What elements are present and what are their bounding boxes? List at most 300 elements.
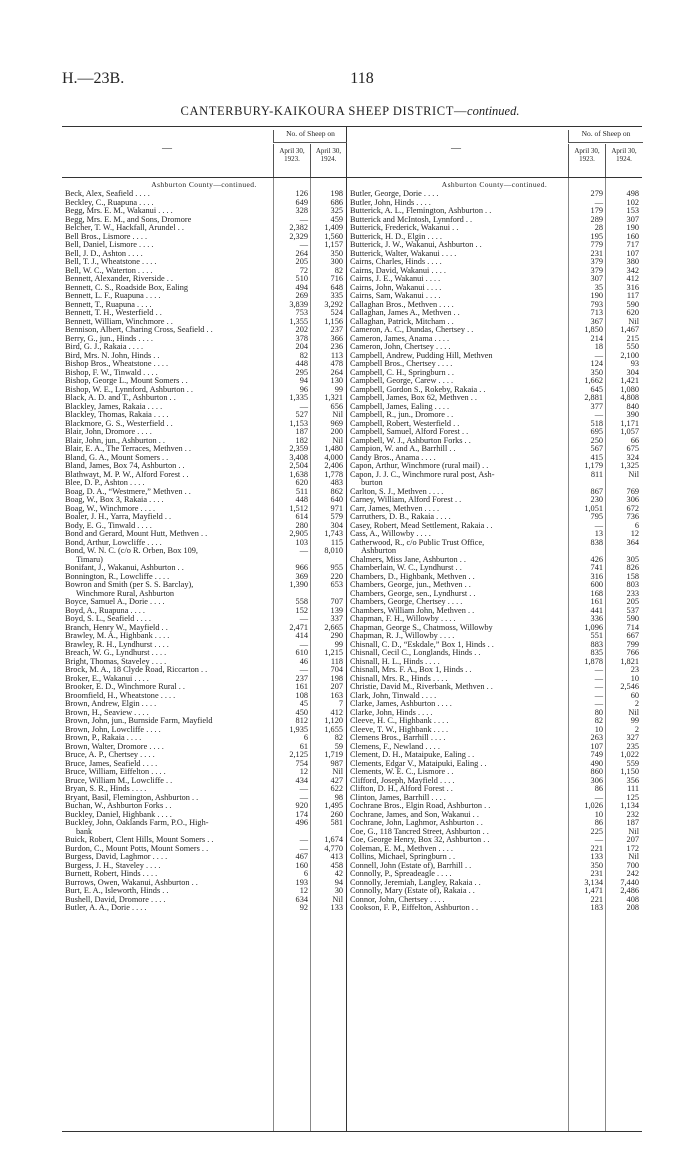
owner-name: Campbell, W. J., Ashburton Forks . .	[350, 436, 471, 445]
sheep-1923: —	[594, 673, 603, 683]
owner-name: Collins, Michael, Springburn . .	[350, 853, 456, 861]
sheep-1923: 183	[590, 903, 603, 912]
sheep-1923: 350	[590, 367, 603, 377]
sheep-1923: 779	[590, 240, 603, 249]
sheep-1924: 1,134	[620, 801, 639, 810]
owner-name: Clements, Edgar V., Mataipuki, Ealing . .	[350, 759, 487, 768]
sheep-1923: 753	[295, 308, 308, 317]
owner-name: Beck, Alex, Seafield . . . .	[65, 190, 150, 198]
owner-name: Connolly, P., Spreadeagle . . . .	[350, 870, 452, 878]
sheep-1923: 558	[295, 597, 308, 606]
owner-name: Butterick, Frederick, Wakanui . .	[350, 224, 459, 232]
sheep-1923: 174	[295, 809, 308, 819]
owner-name: Campbell, R., jun., Dromore . .	[350, 411, 454, 419]
sheep-1923: 264	[295, 248, 308, 258]
owner-name: Cochrane Bros., Elgin Road, Ashburton . .	[350, 802, 491, 810]
sheep-1924: 653	[330, 580, 343, 589]
sheep-1923: 551	[590, 631, 603, 640]
sheep-1924: 700	[626, 860, 639, 870]
sheep-1923: 511	[295, 486, 308, 496]
owner-name: Buckley, Daniel, Highbank . . . .	[65, 810, 172, 819]
sheep-1924: 483	[330, 478, 343, 487]
sheep-1923: 12	[299, 767, 308, 776]
sheep-1923: 645	[590, 384, 603, 394]
sheep-1924: 10	[630, 673, 639, 683]
sheep-1923: —	[594, 699, 603, 708]
sheep-1923: 124	[590, 359, 603, 368]
sheep-1924: 955	[330, 563, 343, 572]
owner-name: Boag, W., Box 3, Rakaia . . . .	[65, 496, 164, 504]
owner-name: Bruce, William, Eiffelton . . . .	[65, 768, 166, 776]
owner-name: Bowron and Smith (per S. S. Barclay),	[65, 581, 194, 589]
owner-name: Clements, W. E. C., Lismore . .	[350, 768, 454, 776]
sheep-1923: —	[594, 197, 603, 207]
owner-name: Brown, P., Rakaia . . . .	[65, 734, 142, 742]
sheep-1924: 163	[330, 690, 343, 700]
sheep-1923: 161	[590, 597, 603, 606]
sheep-1924: 707	[330, 597, 343, 606]
sheep-1924: 412	[330, 707, 343, 717]
owner-name: Brown, John, Lowcliffe . . . .	[65, 725, 161, 734]
sheep-1923: —	[594, 690, 603, 700]
sheep-1924: Nil	[628, 316, 639, 326]
sheep-1924: 172	[626, 843, 639, 853]
sheep-1923: 214	[590, 333, 603, 343]
sheep-1923: 307	[590, 274, 603, 283]
sheep-1923: 793	[590, 299, 603, 309]
owner-name: Buckley, John, Oaklands Farm, P.O., High-	[65, 819, 209, 827]
owner-name: Cochrane, James, and Son, Wakanui . .	[350, 810, 479, 819]
sheep-1924: 264	[330, 367, 343, 377]
owner-name: Broomfield, H., Wheatstone . . . .	[65, 691, 176, 700]
sheep-1924: 2	[634, 699, 639, 708]
sheep-1924: 862	[330, 486, 343, 496]
sheep-1924: 304	[330, 520, 343, 530]
sheep-1923: 415	[590, 452, 603, 462]
owner-name: Chalmers, Miss Jane, Ashburton . .	[350, 555, 466, 564]
sheep-1923: 72	[299, 265, 308, 275]
sheep-1923: 2,382	[289, 223, 308, 232]
sheep-1924: 3,292	[324, 299, 343, 309]
sheep-1923: 107	[590, 741, 603, 751]
sheep-1924: 1,743	[324, 529, 343, 538]
sheep-1924: 111	[627, 784, 639, 793]
sheep-1923: —	[299, 665, 308, 674]
sheep-1923: 237	[295, 673, 308, 683]
sheep-1924: 412	[626, 274, 639, 283]
owner-name: Cameron, John, Chertsey . . . .	[350, 343, 451, 351]
owner-name: Clemens, F., Newland . . . .	[350, 742, 440, 751]
sheep-1924: 4,000	[324, 452, 343, 462]
owner-name: Breach, W. G., Lyndhurst . . . .	[65, 649, 167, 657]
sheep-1924: 1,409	[324, 223, 343, 232]
sheep-1924: 118	[330, 656, 343, 666]
owner-name: Carr, James, Methven . . . .	[350, 504, 440, 513]
owner-name: Cleeve, H. C., Highbank . . . .	[350, 717, 449, 725]
sheep-1923: 1,179	[584, 461, 603, 470]
sheep-1923: 221	[590, 843, 603, 853]
sheep-1924: 7	[338, 699, 343, 708]
sheep-1924: Nil	[628, 852, 639, 861]
owner-name: Capon, J. J. C., Winchmore rural post, Ash-	[350, 470, 495, 479]
sheep-1924: 324	[626, 452, 639, 462]
sheep-1924: 766	[626, 648, 639, 657]
owner-name: Casey, Robert, Mead Settlement, Rakaia . .	[350, 521, 493, 530]
owner-name: Bell, T. J., Wheatstone . . . .	[65, 258, 157, 266]
sheep-1924: 840	[626, 401, 639, 411]
sheep-1924: 769	[626, 486, 639, 496]
sheep-1924: 1,150	[620, 767, 639, 776]
owner-name: Butterick, A. L., Flemington, Ashburton . .	[350, 207, 492, 215]
owner-name: Bonnington, R., Lowcliffe . . . .	[65, 572, 170, 581]
sheep-1924: 656	[330, 401, 343, 411]
sheep-1924: 133	[330, 903, 343, 912]
sheep-1924: 205	[626, 597, 639, 606]
sheep-1924: 736	[626, 512, 639, 521]
section-heading: Ashburton County—continued.	[441, 180, 548, 189]
owner-name: Bruce, William M., Lowcliffe . .	[65, 776, 173, 785]
owner-name: Bonifant, J., Wakanui, Ashburton . .	[65, 564, 184, 572]
owner-name: Clark, John, Tinwald . . . .	[350, 691, 437, 700]
sheep-1923: 280	[295, 520, 308, 530]
owner-name: Connor, John, Chertsey . . . .	[350, 895, 445, 904]
sheep-1923: 1,390	[289, 580, 308, 589]
sheep-1924: 1,057	[620, 427, 639, 436]
sheep-1924: 93	[630, 359, 639, 368]
sheep-1923: 494	[295, 282, 308, 292]
sheep-1923: 620	[295, 478, 308, 487]
sheep-1923: 369	[295, 571, 308, 581]
sheep-1924: 113	[330, 350, 343, 360]
right-table-body	[347, 178, 642, 1131]
sheep-1924: 12	[630, 529, 639, 538]
sheep-1923: 600	[590, 580, 603, 589]
sheep-1923: —	[299, 614, 308, 623]
owner-name: Cameron, James, Anama . . . .	[350, 334, 450, 343]
sheep-1923: 92	[299, 903, 308, 912]
table-title	[0, 104, 700, 119]
sheep-1923: 567	[590, 444, 603, 453]
owner-name: Belcher, T. W., Hackfall, Arundel . .	[65, 224, 184, 232]
sheep-1924: 620	[626, 308, 639, 317]
sheep-1924: 8,010	[324, 546, 343, 555]
sheep-1923: 12	[299, 886, 308, 895]
owner-name: Coe, George Henry, Box 32, Ashburton . .	[350, 836, 490, 844]
owner-name: Callaghan, James A., Methven . .	[350, 309, 460, 317]
sheep-1923: 379	[590, 257, 603, 266]
sheep-1924: 207	[330, 682, 343, 691]
sheep-1924: 207	[626, 835, 639, 844]
sheep-1924: 316	[626, 282, 639, 292]
sheep-1923: —	[594, 350, 603, 360]
owner-name: Catherwood, R., c/o Public Trust Office,	[350, 538, 485, 547]
sheep-1924: 242	[626, 869, 639, 878]
sheep-1924: 60	[630, 690, 639, 700]
sheep-1923: 46	[299, 656, 308, 666]
sheep-count-header: No. of Sheep on	[568, 130, 643, 143]
sheep-1924: 290	[330, 631, 343, 640]
sheep-1924: 190	[626, 223, 639, 232]
column-header	[347, 127, 642, 178]
sheep-1924: 803	[626, 580, 639, 589]
owner-name: Bennett, C. S., Roadside Box, Ealing	[65, 283, 189, 292]
sheep-1924: 459	[330, 214, 343, 224]
table-row	[62, 819, 346, 828]
owner-name: Blathwayt, M. P. W., Alford Forest . .	[65, 470, 189, 479]
sheep-1924: 1,560	[324, 231, 343, 241]
owner-name: Buick, Robert, Clent Hills, Mount Somers . .	[65, 836, 214, 844]
sheep-1924: 1,821	[620, 656, 639, 666]
sheep-1923: 1,662	[584, 376, 603, 385]
sheep-1924: 458	[330, 860, 343, 870]
sheep-1924: 66	[630, 435, 639, 445]
sheep-1923: 306	[590, 775, 603, 785]
sheep-1923: 316	[590, 571, 603, 581]
owner-name: Carlton, S. J., Methven . . . .	[350, 487, 444, 496]
sheep-1923: 86	[594, 784, 603, 793]
owner-name: Brown, John, jun., Burnside Farm, Mayfield	[65, 717, 213, 725]
sheep-1923: 2,905	[289, 529, 308, 538]
sheep-1924: 1,421	[620, 376, 639, 385]
sheep-1923: —	[299, 843, 308, 853]
sheep-1923: 1,096	[584, 622, 603, 632]
owner-name: Clement, D. H., Mataipuke, Ealing . .	[350, 751, 475, 759]
sheep-1924: 1,655	[324, 724, 343, 734]
owner-name: Cookson, F. P., Eiffelton, Ashburton . .	[350, 904, 479, 912]
sheep-1924: 158	[626, 571, 639, 581]
sheep-1923: 377	[590, 401, 603, 411]
owner-name: Brown, Walter, Dromore . . . .	[65, 742, 164, 751]
sheep-1924: 1,321	[324, 393, 343, 402]
page-header	[62, 70, 662, 90]
sheep-1924: 427	[330, 775, 343, 785]
owner-name: Bennett, L. F., Ruapuna . . . .	[65, 292, 161, 300]
sheep-1923: 295	[295, 367, 308, 377]
sheep-1923: 182	[295, 435, 308, 445]
sheep-1924: 704	[330, 665, 343, 674]
owner-name: Bell, J. D., Ashton . . . .	[65, 249, 143, 258]
sheep-1923: 496	[295, 818, 308, 827]
sheep-1924: 82	[334, 733, 343, 742]
owner-name: Boyce, Samuel A., Dorie . . . .	[65, 598, 165, 606]
sheep-1924: 220	[330, 571, 343, 581]
sheep-1923: 1,051	[584, 503, 603, 513]
sheep-1923: 510	[295, 274, 308, 283]
sheep-1924: 356	[626, 775, 639, 785]
sheep-1923: —	[299, 835, 308, 844]
sheep-1923: 634	[295, 894, 308, 904]
owner-name: Chambers, William John, Methven . .	[350, 606, 475, 615]
sheep-1923: 448	[295, 495, 308, 504]
owner-name: Boag, W., Winchmore . . . .	[65, 504, 156, 513]
sheep-1924: 59	[334, 741, 343, 751]
sheep-1923: 426	[590, 554, 603, 564]
owner-name: Burt, E. A., Isleworth, Hinds . .	[65, 887, 169, 895]
owner-name: Blair, E. A., The Terraces, Methven . .	[65, 445, 191, 453]
sheep-1924: 1,156	[324, 316, 343, 326]
owner-name: Bell Bros., Lismore . . . .	[65, 232, 148, 241]
sheep-1924: 2,665	[324, 622, 343, 632]
sheep-1924: 2,546	[620, 682, 639, 691]
owner-name: Chapman, George S., Chatmoss, Willowby	[350, 623, 493, 632]
table-row	[62, 547, 346, 556]
sheep-1923: 812	[295, 716, 308, 725]
owner-name: Capon, Arthur, Winchmore (rural mail) . .	[350, 462, 489, 470]
sheep-1923: 231	[590, 248, 603, 258]
sheep-1924: 971	[330, 503, 343, 513]
sheep-1923: 1,878	[584, 656, 603, 666]
owner-name: Connolly, Mary (Estate of), Rakaia . .	[350, 887, 475, 895]
sheep-1924: 350	[330, 248, 343, 258]
table-title-main: CANTERBURY-KAIKOURA SHEEP DISTRICT—	[180, 104, 468, 118]
owner-name: Bell, W. C., Waterton . . . .	[65, 266, 153, 275]
sheep-1924: 1,080	[620, 384, 639, 394]
owner-name: Bond and Gerard, Mount Hutt, Methven . .	[65, 530, 208, 538]
sheep-1923: 263	[590, 733, 603, 742]
sheep-1924: 537	[626, 605, 639, 615]
sheep-1923: 250	[590, 435, 603, 445]
sheep-1923: 490	[590, 758, 603, 768]
owner-name: Campbell Bros., Chertsey . . . .	[350, 360, 453, 368]
sheep-1924: 1,467	[620, 325, 639, 334]
owner-name: Blair, John, Dromore . . . .	[65, 428, 152, 436]
sheep-1924: Nil	[332, 435, 343, 445]
sheep-1923: 860	[590, 767, 603, 776]
sheep-1924: 1,157	[324, 240, 343, 249]
sheep-1924: 622	[330, 784, 343, 793]
sheep-1923: 152	[295, 605, 308, 615]
sheep-1924: 304	[626, 367, 639, 377]
sheep-1923: 434	[295, 775, 308, 785]
owner-name: Cairns, John, Wakanui . . . .	[350, 283, 442, 292]
sheep-1924: 716	[330, 274, 343, 283]
owner-name: Cameron, A. C., Dundas, Chertsey . .	[350, 326, 474, 334]
sheep-1924: 380	[626, 257, 639, 266]
year-1924-header: April 30, 1924.	[605, 144, 642, 177]
sheep-1924: Nil	[628, 469, 639, 479]
sheep-1923: —	[594, 792, 603, 802]
owner-name: Chapman, F. H., Willowby . . . .	[350, 615, 456, 623]
owner-name: Black, A. D. and T., Ashburton . .	[65, 394, 176, 402]
sheep-1923: 450	[295, 707, 308, 717]
section-heading: Ashburton County—continued.	[151, 180, 257, 189]
sheep-1924: 1,325	[620, 461, 639, 470]
owner-name: Boaler, J. H., Yarra, Mayfield . .	[65, 513, 172, 521]
sheep-count-header: No. of Sheep on	[273, 130, 347, 143]
sheep-1924: 115	[330, 537, 343, 547]
sheep-1924: 23	[630, 665, 639, 674]
owner-name: Cass, A., Willowby . . . .	[350, 530, 431, 538]
sheep-1923: 741	[590, 563, 603, 572]
sheep-1923: 193	[295, 877, 308, 887]
owner-name: Body, E. G., Tinwald . . . .	[65, 521, 152, 530]
owner-name: Bennett, William, Winchmore . .	[65, 317, 173, 326]
sheep-1923: 2,471	[289, 622, 308, 632]
owner-name: Burrows, Owen, Wakanui, Ashburton . .	[65, 878, 198, 887]
owner-name: Campbell, James, Ealing . . . .	[350, 402, 450, 411]
owner-name: Bryant, Basil, Flemington, Ashburton . .	[65, 793, 199, 802]
owner-name: Bland, James, Box 74, Ashburton . .	[65, 462, 185, 470]
owner-name: Bruce, A. P., Chertsey . . . .	[65, 751, 155, 759]
sheep-1924: 82	[334, 265, 343, 275]
sheep-1923: 713	[590, 308, 603, 317]
owner-name: Connolly, Jeremiah, Langley, Rakaia . .	[350, 878, 481, 887]
owner-name: Bruce, James, Seafield . . . .	[65, 759, 158, 768]
table-row	[347, 539, 642, 548]
table-title-suffix: continued.	[467, 104, 520, 118]
sheep-1923: 3,839	[289, 299, 308, 309]
owner-name: Bond, Arthur, Lowcliffe . . . .	[65, 538, 162, 547]
sheep-1923: 187	[295, 427, 308, 436]
sheep-1924: 478	[330, 359, 343, 368]
sheep-1924: 648	[330, 282, 343, 292]
sheep-1923: 1,026	[584, 801, 603, 810]
owner-name: Carruthers, D. B., Rakaia . . . .	[350, 513, 451, 521]
sheep-1924: 117	[626, 291, 639, 300]
owner-name: Connell, John (Estate of), Barrhill . .	[350, 861, 472, 870]
sheep-1923: 518	[590, 418, 603, 428]
owner-name: Burgess, J. H., Staveley . . . .	[65, 861, 161, 870]
sheep-1923: —	[594, 520, 603, 530]
owner-name: Burgess, David, Laghmor . . . .	[65, 853, 168, 861]
sheep-1924: 99	[630, 716, 639, 725]
sheep-1924: 2,100	[620, 350, 639, 360]
sheep-1924: 675	[626, 444, 639, 453]
sheep-1923: 614	[295, 512, 308, 521]
sheep-1924: 2	[634, 724, 639, 734]
sheep-1923: 13	[594, 529, 603, 538]
sheep-1923: 289	[590, 214, 603, 224]
owner-name: Broker, E., Wakanui . . . .	[65, 674, 149, 683]
owner-name: Bell, Daniel, Lismore . . . .	[65, 241, 154, 249]
sheep-1924: 590	[626, 614, 639, 623]
sheep-1923: 649	[295, 197, 308, 207]
sheep-1924: 7,440	[620, 877, 639, 887]
sheep-1923: 467	[295, 852, 308, 861]
sheep-1924: 969	[330, 418, 343, 428]
sheep-1924: 581	[330, 818, 343, 827]
left-half	[62, 127, 347, 1131]
sheep-1924: 187	[626, 818, 639, 827]
sheep-1923: 1,935	[289, 724, 308, 734]
owner-name: Brooker, E. D., Winchmore Rural . .	[65, 683, 185, 691]
sheep-1924: 4,770	[324, 843, 343, 853]
sheep-1923: 103	[295, 537, 308, 547]
owner-name: Branch, Henry W., Mayfield . .	[65, 623, 168, 632]
sheep-1923: 126	[295, 189, 308, 198]
report-code: H.—23B.	[62, 70, 125, 87]
owner-name: Campbell, Andrew, Pudding Hill, Methven	[350, 351, 493, 360]
owner-name: Clifton, D. H., Alford Forest . .	[350, 785, 453, 793]
owner-name: Christie, David M., Riverbank, Methven . .	[350, 683, 493, 691]
sheep-1923: 190	[590, 291, 603, 300]
sheep-1923: 1,512	[289, 503, 308, 513]
owner-name: Butler, A. A., Dorie . . . .	[65, 904, 147, 912]
year-1923-header: April 30, 1923.	[273, 144, 310, 177]
sheep-1923: 230	[590, 495, 603, 504]
owner-name: Begg, Mrs. E. M., and Sons, Dromore	[65, 215, 192, 224]
sheep-1924: 300	[330, 257, 343, 266]
sheep-1923: 133	[590, 852, 603, 861]
sheep-1924: 130	[330, 376, 343, 385]
owner-name: Ashburton	[361, 547, 397, 555]
owner-name: Campbell, George, Carew . . . .	[350, 377, 454, 385]
owner-name: Blackley, Thomas, Rakaia . . . .	[65, 411, 169, 419]
sheep-1923: —	[594, 835, 603, 844]
sheep-1923: —	[299, 784, 308, 793]
owner-name: Campbell, Robert, Westerfield . .	[350, 419, 460, 428]
sheep-1923: 2,329	[289, 231, 308, 241]
